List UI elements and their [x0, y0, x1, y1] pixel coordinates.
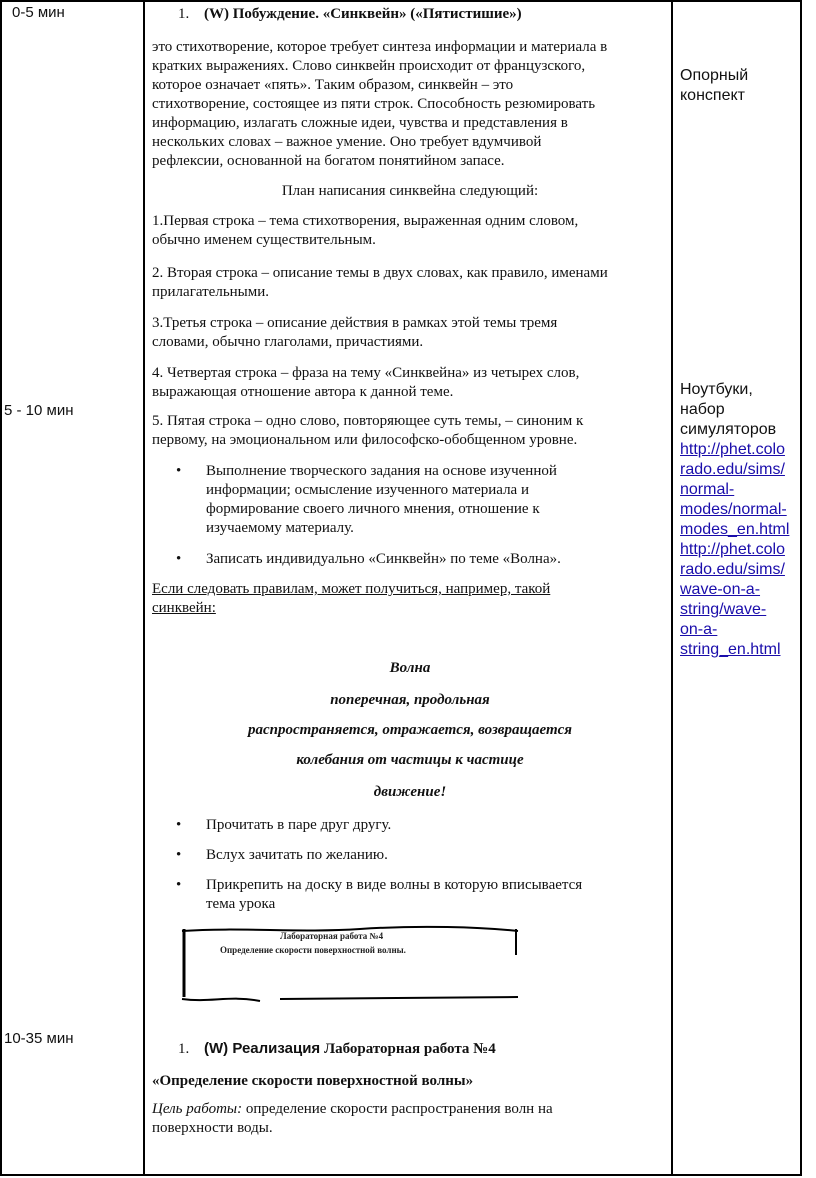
link-part[interactable]: wave-on-a- [680, 581, 761, 598]
poem-line-1: Волна [389, 660, 431, 676]
bullet-item [178, 846, 648, 865]
example-line: Если следовать правилам, может получиться, например, такой [152, 581, 551, 597]
section2-heading-b: Лабораторная работа №4 [320, 1041, 496, 1057]
bullet-line: • Вслух зачитать по желанию. [206, 847, 388, 863]
plan-item-5 [152, 412, 668, 450]
section1-number: 1. [178, 6, 190, 22]
bullet-line: тема урока [206, 896, 276, 912]
resource-line: набор [680, 401, 725, 418]
goal-text-2: поверхности воды. [152, 1120, 273, 1136]
bullet-line: • Выполнение творческого задания на основе изученной [206, 463, 557, 479]
poem-line-4: колебания от частицы к частице [296, 752, 524, 768]
wave-banner-svg [180, 925, 520, 1005]
table-left-border [0, 0, 2, 1176]
link-part[interactable]: http://phet.colo [680, 441, 785, 458]
intro-line: информацию, излагать сложные идеи, чувства и представления в [152, 115, 568, 131]
resource-line: конспект [680, 87, 745, 104]
plan-title: План написания синквейна следующий: [281, 183, 539, 199]
table-right-border [800, 0, 802, 1176]
resource-line: Ноутбуки, [680, 381, 753, 398]
table-top-border [0, 0, 802, 2]
poem-line-2: поперечная, продольная [330, 692, 490, 708]
link-part[interactable]: rado.edu/sims/ [680, 561, 785, 578]
resource-laptops [680, 380, 798, 660]
plan-item-2 [152, 264, 668, 302]
bullet-line: • Прочитать в паре друг другу. [206, 817, 392, 833]
plan-line: 5. Пятая строка – одно слово, повторяющее суть темы, – синоним к [152, 413, 584, 429]
intro-line: кратких выражениях. Слово синквейн происходит от французского, [152, 58, 586, 74]
resource-summary [680, 66, 798, 106]
resource-line: симуляторов [680, 421, 777, 438]
bullet-line: • Записать индивидуально «Синквейн» по теме «Волна». [206, 551, 561, 567]
plan-line: первому, на эмоциональном или философско-обобщенном уровне. [152, 432, 578, 448]
link-part[interactable]: modes_en.html [680, 521, 790, 538]
plan-line: 1.Первая строка – тема стихотворения, выраженная одним словом, [152, 213, 579, 229]
time-label-2: 5 - 10 мин [4, 402, 74, 419]
bullet-line: формирование своего личного мнения, отношение к [206, 501, 540, 517]
bullet-line: • Прикрепить на доску в виде волны в которую вписывается [206, 877, 583, 893]
plan-line: выражающая отношение автора к данной теме. [152, 384, 454, 400]
plan-item-4 [152, 364, 668, 402]
plan-line: 2. Вторая строка – описание темы в двух словах, как правило, именами [152, 265, 608, 281]
bullet-item [178, 816, 648, 835]
bullet-item [178, 876, 648, 914]
example-line: синквейн: [152, 600, 216, 616]
section2-subheading: «Определение скорости поверхностной волны» [152, 1073, 474, 1089]
link-part[interactable]: string_en.html [680, 641, 781, 658]
poem-line-3: распространяется, отражается, возвращается [247, 722, 573, 738]
link-part[interactable]: modes/normal- [680, 501, 787, 518]
time-label-3: 10-35 мин [4, 1030, 74, 1047]
time-label-1: 0-5 мин [12, 4, 65, 21]
plan-line: словами, обычно глаголами, причастиями. [152, 334, 424, 350]
link-part[interactable]: on-a- [680, 621, 718, 638]
plan-line: 3.Третья строка – описание действия в рамках этой темы тремя [152, 315, 558, 331]
poem-line-5: движение! [373, 784, 447, 800]
section2-heading-a: (W) Реализация [204, 1040, 321, 1057]
bullet-item [178, 462, 648, 538]
example-intro [152, 580, 668, 618]
bullet-item [178, 550, 648, 569]
intro-line: нескольких словах – важное умение. Оно требует вдумчивой [152, 134, 542, 150]
plan-item-3 [152, 314, 668, 352]
section1-heading [178, 6, 522, 23]
section2-goal [152, 1100, 668, 1138]
plan-line: обычно именем существительным. [152, 232, 376, 248]
bullet-line: изучаемому материалу. [206, 520, 354, 536]
column-divider-2 [671, 0, 673, 1176]
intro-line: это стихотворение, которое требует синтеза информации и материала в [152, 39, 608, 55]
link-part[interactable]: string/wave- [680, 601, 767, 618]
link-normal-modes[interactable] [680, 440, 798, 540]
bullet-line: информации; осмысление изученного материала и [206, 482, 529, 498]
table-bottom-border [0, 1174, 802, 1176]
intro-line: которое означает «пять». Таким образом, синквейн – это [152, 77, 514, 93]
goal-label: Цель работы: [152, 1101, 243, 1117]
intro-line: стихотворение, состоящее из пяти строк. Способность резюмировать [152, 96, 596, 112]
section1-heading-text: (W) Побуждение. «Синквейн» («Пятистишие») [204, 6, 522, 22]
resource-line: Опорный [680, 67, 749, 84]
intro-paragraph [152, 38, 668, 171]
plan-line: 4. Четвертая строка – фраза на тему «Синквейна» из четырех слов, [152, 365, 580, 381]
plan-item-1 [152, 212, 668, 250]
link-part[interactable]: http://phet.colo [680, 541, 785, 558]
wave-banner-image [180, 925, 520, 1005]
link-wave-on-a-string[interactable] [680, 540, 798, 660]
wave-banner-line-2: Определение скорости поверхностной волны. [220, 945, 406, 955]
section2-number: 1. [178, 1041, 190, 1057]
plan-line: прилагательными. [152, 284, 270, 300]
link-part[interactable]: normal- [680, 481, 735, 498]
link-part[interactable]: rado.edu/sims/ [680, 461, 785, 478]
intro-line: рефлексии, основанной на богатом понятийном запасе. [152, 153, 505, 169]
wave-banner-line-1: Лабораторная работа №4 [280, 931, 384, 941]
section2-heading [178, 1040, 496, 1058]
column-divider-1 [143, 0, 145, 1176]
goal-text: определение скорости распространения волн на [242, 1101, 553, 1117]
